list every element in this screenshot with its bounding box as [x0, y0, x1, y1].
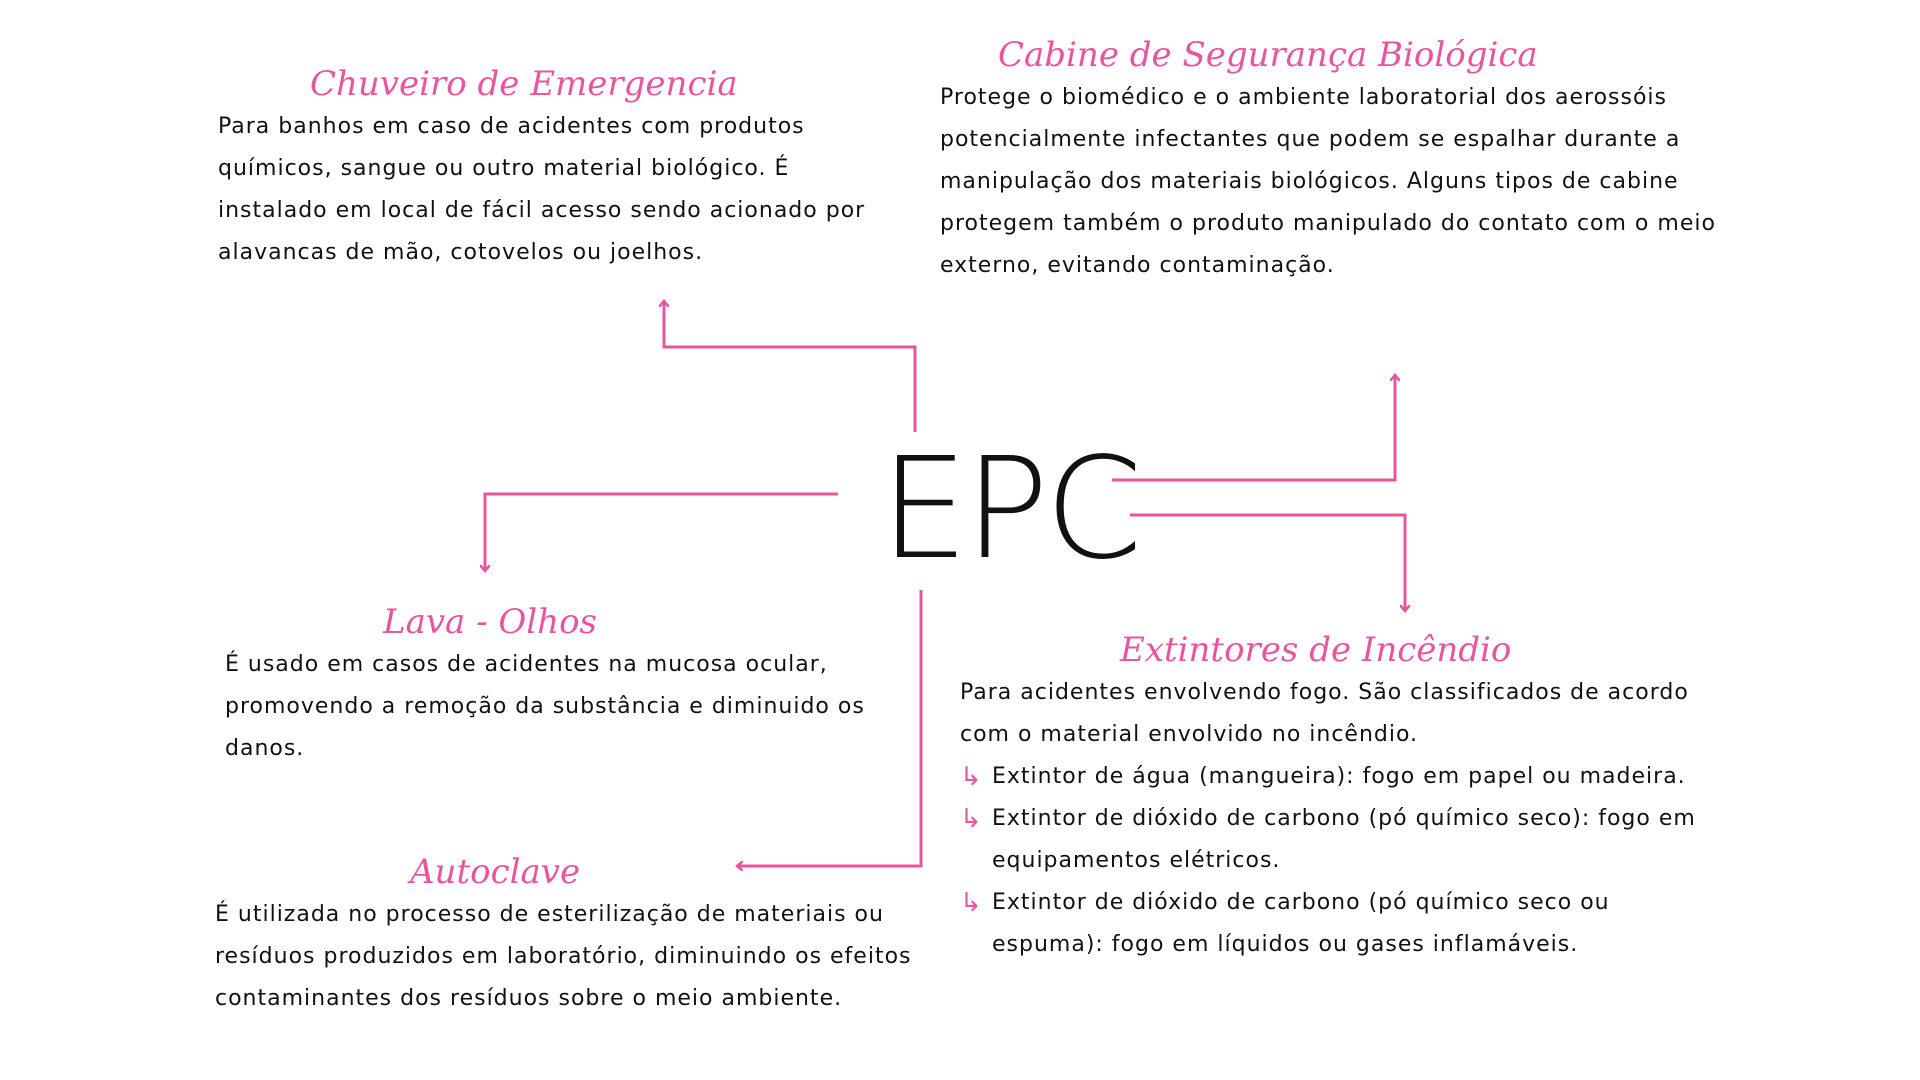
section-body-cabine: Protege o biomédico e o ambiente laboratorial dos aerossóis potencialmente infectantes que podem se espalhar durante a manipulação dos materiais biológicos. Alguns tipos de cabine protegem também o produto manipulado do contato com o meio externo, evitando contaminação.: [940, 85, 1716, 278]
section-body-autoclave: É utilizada no processo de esterilização de materiais ou resíduos produzidos em laboratório, diminuindo os efeitos contaminantes dos resíduos sobre o meio ambiente.: [215, 902, 912, 1011]
section-chuveiro: [218, 62, 898, 274]
section-title-cabine: Cabine de Segurança Biológica: [998, 35, 1538, 75]
section-body-extintores: Para acidentes envolvendo fogo. São classificados de acordo com o material envolvido no incêndio.: [960, 680, 1689, 747]
section-title-lava-olhos: Lava - Olhos: [383, 602, 597, 642]
section-cabine: [940, 33, 1730, 287]
extintor-item-text: Extintor de água (mangueira): fogo em papel ou madeira.: [992, 764, 1686, 789]
arrow-return-right-icon: ↳: [960, 888, 982, 918]
extintor-item: [960, 882, 1720, 966]
section-body-lava-olhos: É usado em casos de acidentes na mucosa ocular, promovendo a remoção da substância e diminuido os danos.: [225, 652, 865, 761]
extintor-item: [960, 756, 1720, 798]
arrow-return-right-icon: ↳: [960, 804, 982, 834]
extintor-item-text: Extintor de dióxido de carbono (pó químico seco): fogo em equipamentos elétricos.: [992, 806, 1696, 873]
section-autoclave: [215, 850, 915, 1020]
arrow-to-chuveiro: [664, 302, 915, 432]
arrow-to-extintores: [1130, 515, 1405, 610]
extintor-item: [960, 798, 1720, 882]
arrow-to-lava-olhos: [485, 494, 838, 570]
section-body-chuveiro: Para banhos em caso de acidentes com produtos químicos, sangue ou outro material biológico. É instalado em local de fácil acesso sendo acionado por alavancas de mão, cotovelos ou joelhos.: [218, 114, 866, 265]
section-title-extintores: Extintores de Incêndio: [1120, 630, 1512, 670]
section-extintores: [960, 628, 1720, 966]
section-lava-olhos: [225, 600, 895, 770]
arrow-return-right-icon: ↳: [960, 762, 982, 792]
extintor-item-text: Extintor de dióxido de carbono (pó químico seco ou espuma): fogo em líquidos ou gases inflamáveis.: [992, 890, 1610, 957]
section-title-chuveiro: Chuveiro de Emergencia: [310, 64, 738, 104]
section-title-autoclave: Autoclave: [410, 852, 581, 892]
center-title: EPC: [880, 428, 1139, 591]
arrow-to-cabine: [1112, 376, 1395, 480]
